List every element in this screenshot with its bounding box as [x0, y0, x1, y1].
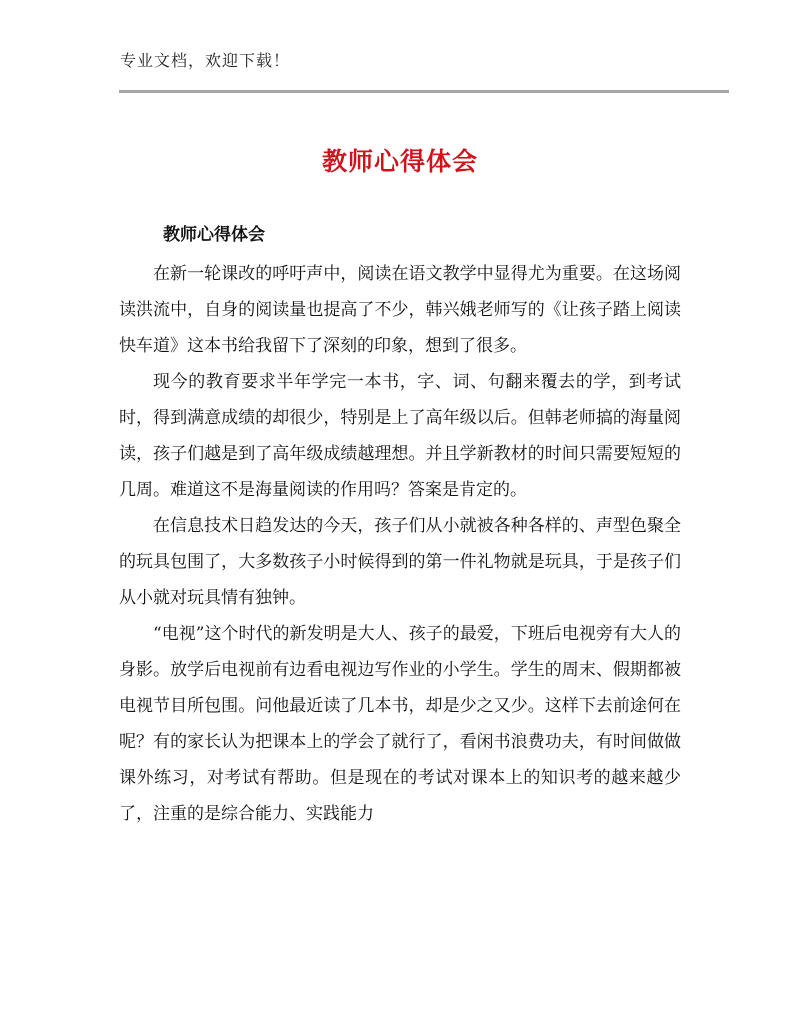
paragraph: 在信息技术日趋发达的今天，孩子们从小就被各种各样的、声型色聚全的玩具包围了，大多数孩子小时候得到的第一件礼物就是玩具，于是孩子们从小就对玩具情有独钟。 [119, 516, 681, 608]
paragraph: 在新一轮课改的呼吁声中，阅读在语文教学中显得尤为重要。在这场阅读洪流中，自身的阅读量也提高了不少，韩兴娥老师写的《让孩子踏上阅读快车道》这本书给我留下了深刻的印象，想到了很多。 [119, 264, 681, 356]
document-title: 教师心得体会 [321, 147, 478, 176]
document-body [119, 256, 681, 832]
header-divider [119, 90, 729, 93]
paragraph: “电视”这个时代的新发明是大人、孩子的最爱，下班后电视旁有大人的身影。放学后电视前有边看电视边写作业的小学生。学生的周末、假期都被电视节目所包围。问他最近读了几本书，却是少之又少。这样下去前途何在呢？有的家长认为把课本上的学会了就行了，看闲书浪费功夫，有时间做做课外练习，对考试有帮助。但是现在的考试对课本上的知识考的越来越少了，注重的是综合能力、实践能力 [119, 624, 681, 824]
paragraph: 现今的教育要求半年学完一本书，字、词、句翻来覆去的学，到考试时，得到满意成绩的却很少，特别是上了高年级以后。但韩老师搞的海量阅读，孩子们越是到了高年级成绩越理想。并且学新教材的时间只需要短短的几周。难道这不是海量阅读的作用吗？答案是肯定的。 [119, 372, 681, 500]
document-subtitle: 教师心得体会 [163, 225, 265, 245]
page-header-text: 专业文档，欢迎下载！ [120, 51, 291, 70]
